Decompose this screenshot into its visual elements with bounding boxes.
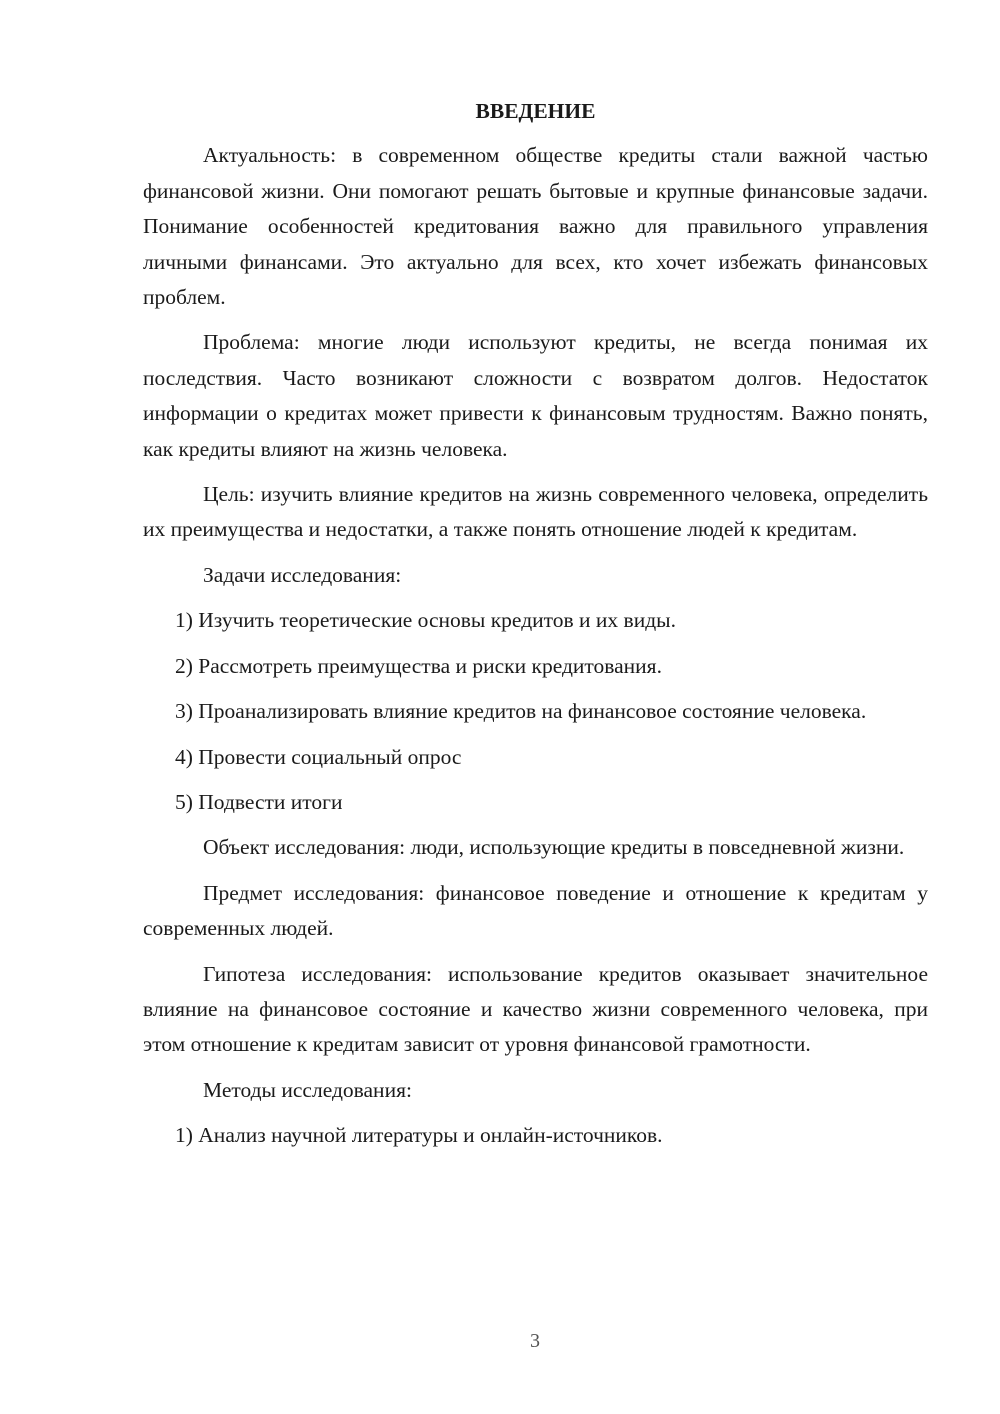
tasks-heading: Задачи исследования: xyxy=(203,562,402,587)
task-item: 4) Провести социальный опрос xyxy=(175,744,462,769)
subject-paragraph: Предмет исследования: финансовое поведение и отношение к кредитам у современных людей. xyxy=(143,880,928,941)
page-number: 3 xyxy=(530,1330,540,1352)
task-item: 2) Рассмотреть преимущества и риски кредитования. xyxy=(175,653,662,678)
task-item: 3) Проанализировать влияние кредитов на финансовое состояние человека. xyxy=(175,699,867,724)
method-item: 1) Анализ научной литературы и онлайн-источников. xyxy=(175,1123,663,1148)
object-paragraph: Объект исследования: люди, использующие кредиты в повседневной жизни. xyxy=(203,835,905,860)
goal-paragraph: Цель: изучить влияние кредитов на жизнь современного человека, определить их преимущества и недостатки, а также понять отношение людей к кредитам. xyxy=(143,482,928,542)
task-item: 5) Подвести итоги xyxy=(175,789,343,814)
methods-heading: Методы исследования: xyxy=(203,1077,412,1102)
task-item: 1) Изучить теоретические основы кредитов и их виды. xyxy=(175,608,676,633)
hypothesis-paragraph: Гипотеза исследования: использование кредитов оказывает значительное влияние на финансовое состояние и качество жизни современного человека, при этом отношение к кредитам зависит от уровня финансовой грамотности. xyxy=(143,961,928,1057)
problem-paragraph: Проблема: многие люди используют кредиты, не всегда понимая их последствия. Часто возникают сложности с возвратом долгов. Недостаток информации о кредитах может привести к финансовым трудностям. Важно понять, как кредиты влияют на жизнь человека. xyxy=(143,330,928,461)
page-content xyxy=(143,94,928,1164)
page-title: ВВЕДЕНИЕ xyxy=(475,99,596,123)
relevance-paragraph: Актуальность: в современном обществе кредиты стали важной частью финансовой жизни. Они помогают решать бытовые и крупные финансовые задачи. Понимание особенностей кредитования важно для правильного управления личными финансами. Это актуально для всех, кто хочет избежать финансовых проблем. xyxy=(143,143,928,310)
